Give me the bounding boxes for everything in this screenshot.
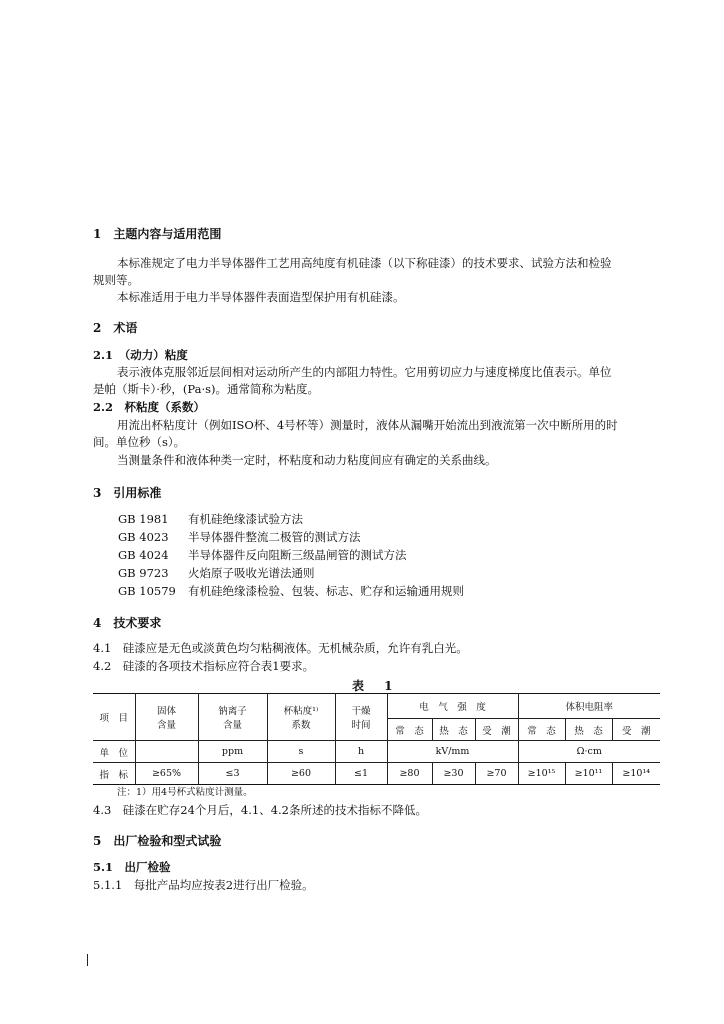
ref-title: 有机硅绝缘漆检验、包装、标志、贮存和运输通用规则 bbox=[188, 584, 464, 598]
table-unit-viscosity: s bbox=[267, 741, 335, 763]
table-volume-resistivity-header: 体积电阻率 bbox=[518, 694, 660, 719]
term-2-1-line-2: 是帕（斯卡）·秒，(Pa·s)。通常简称为粘度。 bbox=[93, 382, 320, 396]
table-1-caption: 表 1 bbox=[352, 679, 401, 693]
table-drying-time-header-l2: 时间 bbox=[351, 720, 371, 731]
ref-title: 半导体器件反向阻断三级晶闸管的测试方法 bbox=[188, 548, 407, 562]
table-solid-content-header-l2: 含量 bbox=[156, 720, 176, 731]
table-sodium-ion-header-l2: 含量 bbox=[222, 720, 242, 731]
term-2-1-line-1: 表示液体克服邻近层间相对运动所产生的内部阻力特性。它用剪切应力与速度梯度比值表示。单位 bbox=[117, 365, 612, 379]
table-subheader-normal: 常 态 bbox=[387, 719, 432, 741]
table-cup-viscosity-header-l2: 系数 bbox=[291, 720, 311, 731]
table-electric-strength-header: 电 气 强 度 bbox=[387, 694, 518, 719]
ref-title: 半导体器件整流二极管的测试方法 bbox=[188, 530, 361, 544]
table-value-viscosity: ≥60 bbox=[267, 763, 335, 785]
table-value-strength-normal: ≥80 bbox=[387, 763, 432, 785]
table-subheader-damp: 受 潮 bbox=[475, 719, 518, 741]
table-1-note: 注：1）用4号杯式粘度计测量。 bbox=[117, 787, 253, 798]
table-sodium-ion-header bbox=[198, 694, 267, 741]
table-value-resistivity-hot: ≥10¹¹ bbox=[565, 763, 612, 785]
table-index-label: 指 标 bbox=[93, 763, 135, 785]
ref-title: 火焰原子吸收光谱法通则 bbox=[188, 566, 315, 580]
table-value-ion: ≤3 bbox=[198, 763, 267, 785]
ref-code: GB 9723 bbox=[118, 566, 169, 580]
table-value-solid: ≥65% bbox=[135, 763, 198, 785]
section-1-paragraph-1-line-1: 本标准规定了电力半导体器件工艺用高纯度有机硅漆（以下称硅漆）的技术要求、试验方法和检验 bbox=[117, 256, 612, 270]
table-subheader-hot: 热 态 bbox=[432, 719, 475, 741]
clause-4-1: 4.1 硅漆应是无色或淡黄色均匀粘稠液体。无机械杂质，允许有乳白光。 bbox=[93, 641, 468, 655]
table-item-header: 项 目 bbox=[93, 694, 135, 741]
ref-code: GB 4023 bbox=[118, 530, 169, 544]
section-2-heading: 2 术语 bbox=[93, 321, 138, 335]
term-2-2-line-2: 间。单位秒（s）。 bbox=[93, 435, 186, 449]
ref-title: 有机硅绝缘漆试验方法 bbox=[188, 512, 303, 526]
table-sodium-ion-header-l1: 钠离子 bbox=[218, 706, 247, 717]
table-value-resistivity-normal: ≥10¹⁵ bbox=[518, 763, 565, 785]
table-unit-electric-strength: kV/mm bbox=[387, 741, 518, 763]
term-2-1-heading: 2.1 （动力）粘度 bbox=[93, 348, 188, 362]
table-value-drying: ≤1 bbox=[335, 763, 387, 785]
clause-5-1-heading: 5.1 出厂检验 bbox=[93, 860, 171, 874]
table-drying-time-header-l1: 干燥 bbox=[351, 706, 371, 717]
table-unit-solid bbox=[135, 741, 198, 763]
clause-4-3: 4.3 硅漆在贮存24个月后，4.1、4.2条所述的技术指标不降低。 bbox=[93, 803, 427, 817]
table-solid-content-header-l1: 固体 bbox=[156, 706, 176, 717]
table-subheader-normal: 常 态 bbox=[518, 719, 565, 741]
section-1-paragraph-2: 本标准适用于电力半导体器件表面造型保护用有机硅漆。 bbox=[117, 290, 405, 304]
term-2-2-heading: 2.2 杯粘度（系数） bbox=[93, 400, 206, 414]
term-2-2-line-1: 用流出杯粘度计（例如ISO杯、4号杯等）测量时，液体从漏嘴开始流出到液流第一次中断所用的时 bbox=[117, 418, 618, 432]
section-5-heading: 5 出厂检验和型式试验 bbox=[93, 834, 222, 848]
table-solid-content-header bbox=[135, 694, 198, 741]
table-cup-viscosity-header bbox=[267, 694, 335, 741]
section-3-heading: 3 引用标准 bbox=[93, 486, 162, 500]
table-value-resistivity-damp: ≥10¹⁴ bbox=[612, 763, 660, 785]
table-subheader-damp: 受 潮 bbox=[612, 719, 660, 741]
table-drying-time-header bbox=[335, 694, 387, 741]
table-unit-label: 单 位 bbox=[93, 741, 135, 763]
clause-5-1-1: 5.1.1 每批产品均应按表2进行出厂检验。 bbox=[93, 878, 314, 892]
table-unit-ion: ppm bbox=[198, 741, 267, 763]
ref-code: GB 4024 bbox=[118, 548, 169, 562]
section-1-heading: 1 主题内容与适用范围 bbox=[93, 227, 222, 241]
table-unit-resistivity: Ω·cm bbox=[518, 741, 660, 763]
table-value-strength-hot: ≥30 bbox=[432, 763, 475, 785]
table-subheader-hot: 热 态 bbox=[565, 719, 612, 741]
ref-code: GB 1981 bbox=[118, 512, 169, 526]
section-4-heading: 4 技术要求 bbox=[93, 616, 162, 630]
table-cup-viscosity-header-l1: 杯粘度¹⁾ bbox=[283, 706, 319, 717]
page-edge-mark bbox=[87, 954, 88, 966]
ref-code: GB 10579 bbox=[118, 584, 176, 598]
clause-4-2: 4.2 硅漆的各项技术指标应符合表1要求。 bbox=[93, 659, 315, 673]
term-2-2-line-3: 当测量条件和液体种类一定时，杯粘度和动力粘度间应有确定的关系曲线。 bbox=[117, 453, 497, 467]
table-unit-drying: h bbox=[335, 741, 387, 763]
table-1 bbox=[93, 693, 660, 785]
section-1-paragraph-1-line-2: 规则等。 bbox=[93, 273, 139, 287]
table-value-strength-damp: ≥70 bbox=[475, 763, 518, 785]
